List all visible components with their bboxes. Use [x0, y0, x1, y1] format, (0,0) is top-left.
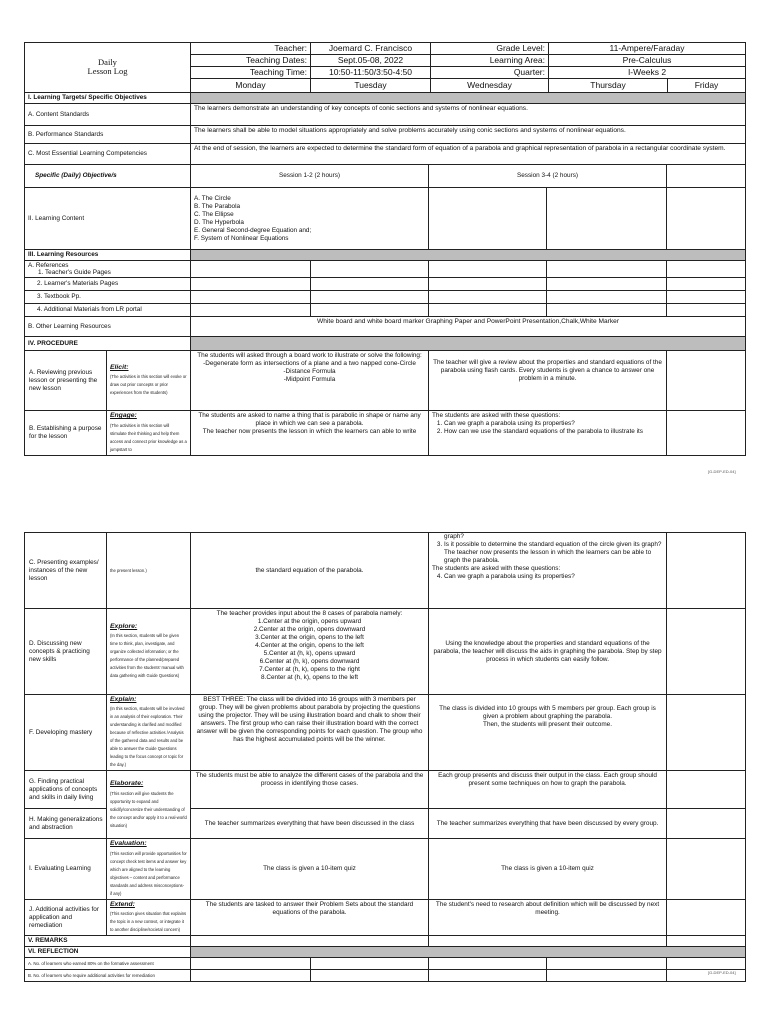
additional-activities-label: J. Additional activities for application and remediation	[25, 899, 107, 935]
day-thursday: Thursday	[549, 78, 668, 92]
objectives-bar	[191, 93, 746, 104]
establishing-wednesday: The students are asked with these questions: 1. Can we graph a parabola using its properties? 2. How can we use the standard equations of the parabola to illustrate its	[429, 411, 667, 455]
additional-wednesday: The student's need to research about definition which will be discussed by next meeting.	[429, 899, 667, 935]
explore-cell	[107, 609, 191, 695]
explore-note: (In this section, students will be given time to think, plan, investigate, and organize collected information; or the performance of the planned/prepared activities from the students' manual with data gathering with Guide Questions)	[110, 633, 184, 679]
quarter-value: I-Weeks 2	[549, 66, 746, 78]
time-value: 10:50-11:50/3:50-4:50	[311, 66, 431, 78]
page-2	[0, 518, 768, 1024]
lesson-log-title: Daily Lesson Log	[25, 43, 191, 93]
applications-wednesday: Each group presents and discuss their output in the class. Each group should present some techniques on how to graph the parabola.	[429, 771, 667, 809]
mastery-monday: BEST THREE: The class will be divided into 16 groups with 3 members per group. They will be given problems about parabola by projecting the questions using the projector. They will be using illustration board and chalk to show their answers. The first group who can raise their illustration board with the correct answer will be given the corresponding points for each question. The group who has the highest accumulated points will be the winner.	[191, 695, 429, 771]
content-standards-text: The learners demonstrate an understanding of key concepts of conic sections and systems of nonlinear equations.	[191, 104, 746, 126]
evaluation-cell	[107, 839, 191, 899]
extend-phase: Extend:	[110, 900, 135, 908]
procedure-bar	[191, 337, 746, 351]
content-standards-label: A. Content Standards	[25, 104, 191, 126]
reviewing-label: A. Reviewing previous lesson or presenting the new lesson	[25, 351, 107, 411]
dates-value: Sept.05-08, 2022	[311, 54, 431, 66]
discussing-wednesday: Using the knowledge about the properties and standard equations of the parabola, the teacher will discuss the aids in graphing the parabola. Step by step process in which students can easily follow.	[429, 609, 667, 695]
time-label: Teaching Time:	[191, 66, 311, 78]
presenting-wednesday: graph? 3. Is it possible to determine the standard equation of the circle given its graph? The teacher now presents the lesson in which the learners can be able to graph the parabola. The students are asked with these questions: 4. Can we graph a parabola using its properties?	[429, 533, 667, 609]
lesson-table-page2	[24, 532, 746, 982]
page-1	[0, 0, 768, 490]
reviewing-monday: The students will asked through a board work to illustrate or solve the following: -Degenerate form as intersections of a plane and a two napped cone-Circle -Distance Formula -Midpoint Formula	[191, 351, 429, 411]
quarter-label: Quarter:	[431, 66, 549, 78]
other-resources-text: White board and white board marker Graphing Paper and PowerPoint Presentation,Chalk,White Marker	[191, 317, 746, 337]
content-item: B. The Parabola	[194, 202, 241, 210]
header-table	[24, 42, 746, 93]
explore-phase: Explore:	[110, 622, 138, 630]
elicit-cell	[107, 351, 191, 411]
evaluation-note: (This section will provide opportunities for concept check test items and answer key which are aligned to the learning objectives – content and performance standards and address misconceptions- if any)	[110, 850, 187, 896]
presenting-note: the present lesson.)	[110, 567, 147, 573]
performance-standards-label: B. Performance Standards	[25, 126, 191, 144]
generalizations-monday: The teacher summarizes everything that have been discussed in the class	[191, 809, 429, 839]
dates-label: Teaching Dates:	[191, 54, 311, 66]
generalizations-wednesday: The teacher summarizes everything that have been discussed by every group.	[429, 809, 667, 839]
references-label: A. References 1. Teacher's Guide Pages	[25, 261, 191, 278]
explain-phase: Explain:	[110, 696, 137, 703]
remarks-label: V. REMARKS	[25, 936, 191, 947]
melc-label: C. Most Essential Learning Competencies	[25, 144, 191, 165]
extend-note: (This section gives situation that explains the topic in a new context, or integrate it to another discipline/societal concern)	[110, 911, 187, 933]
session-1-2: Session 1-2 (2 hours)	[191, 165, 429, 188]
melc-text: At the end of session, the learners are expected to determine the standard form of equation of a parabola and graphical representation of parabola in a rectangular coordinate system.	[191, 144, 746, 165]
lesson-table-page1	[24, 92, 746, 456]
discussing-label: D. Discussing new concepts & practicing new skills	[25, 609, 107, 695]
extend-cell	[107, 899, 191, 935]
evaluating-label: I. Evaluating Learning	[25, 839, 107, 899]
footer-code-2: [G-DEP-ED-04]	[708, 970, 736, 975]
elicit-note: (The activities in this section will evoke or draw out prior concepts or prior experiences from the students)	[110, 374, 187, 396]
reflection-b: B. No. of learners who require additional activities for remediation	[25, 970, 191, 982]
applications-monday: The students must be able to analyze the different cases of the parabola and the process in identifying those cases.	[191, 771, 429, 809]
explain-cell	[107, 695, 191, 771]
teacher-label: Teacher:	[191, 43, 311, 55]
presenting-label: C. Presenting examples/ instances of the new lesson	[25, 533, 107, 609]
objectives-section: I. Learning Targets/ Specific Objectives	[25, 93, 191, 104]
elaborate-note: (This section will give students the opportunity to expand and solidify/concretize their understanding of the concept and/or apply it to a real-world situation)	[110, 790, 187, 828]
mastery-wednesday: The class is divided into 10 groups with 5 members per group. Each group is given a problem about graphing the parabola. Then, the students will present their outcome.	[429, 695, 667, 771]
evaluating-wednesday: The class is given a 10-item quiz	[429, 839, 667, 899]
area-label: Learning Area:	[431, 54, 549, 66]
reflection-bar	[191, 947, 746, 958]
engage-note: (The activities in this section will stimulate their thinking and help them access and connect prior knowledge as a jumpstart to	[110, 422, 187, 452]
presenting-note-cell	[107, 533, 191, 609]
session-3-4: Session 3-4 (2 hours)	[429, 165, 667, 188]
resources-section: III. Learning Resources	[25, 250, 191, 261]
area-value: Pre-Calculus	[549, 54, 746, 66]
reflection-label: VI. REFLECTION	[25, 947, 191, 958]
content-item: C. The Ellipse	[194, 210, 234, 218]
day-wednesday: Wednesday	[431, 78, 549, 92]
presenting-monday: the standard equation of the parabola.	[191, 533, 429, 609]
day-friday: Friday	[668, 78, 746, 92]
evaluation-phase: Evaluation:	[110, 840, 147, 848]
engage-phase: Engage:	[110, 412, 137, 420]
engage-cell	[107, 411, 191, 455]
learning-content-list	[191, 188, 429, 250]
specific-objectives-label: Specific (Daily) Objective/s	[25, 165, 191, 188]
discussing-monday: The teacher provides input about the 8 cases of parabola namely: 1.Center at the origin, opens upward 2.Center at the origin, opens downward 3.Center at the origin, opens to the left 4.Center at the origin, opens to the left 5.Center at (h, k), opens upward 6.Center at (h, k), opens downward 7.Center at (h, k), opens to the right 8.Center at (h, k), opens to the left	[191, 609, 429, 695]
textbook-label: 3. Textbook Pp.	[25, 291, 191, 304]
learners-materials-label: 2. Learner's Materials Pages	[25, 278, 191, 291]
grade-value: 11-Ampere/Faraday	[549, 43, 746, 55]
evaluating-monday: The class is given a 10-item quiz	[191, 839, 429, 899]
mastery-label: F. Developing mastery	[25, 695, 107, 771]
reviewing-wednesday: The teacher will give a review about the properties and standard equations of the parabola using flash cards. Every students is given a chance to answer one problem in a minute.	[429, 351, 667, 411]
content-item: A. The Circle	[194, 194, 231, 202]
procedure-section: IV. PROCEDURE	[25, 337, 191, 351]
content-item: E. General Second-degree Equation and;	[194, 226, 312, 234]
footer-code-1: [G-DEP-ED-04]	[708, 469, 736, 474]
other-resources-label: B. Other Learning Resources	[25, 317, 191, 337]
content-item: D. The Hyperbola	[194, 218, 244, 226]
generalizations-label: H. Making generalizations and abstraction	[25, 809, 107, 839]
elicit-phase: Elicit:	[110, 363, 129, 371]
teacher-value: Joemard C. Francisco	[311, 43, 431, 55]
elaborate-cell	[107, 771, 191, 839]
elaborate-phase: Elaborate:	[110, 780, 144, 788]
applications-label: G. Finding practical applications of concepts and skills in daily living	[25, 771, 107, 809]
friday-objective-cell	[667, 165, 746, 188]
establishing-label: B. Establishing a purpose for the lesson	[25, 411, 107, 455]
establishing-monday: The students are asked to name a thing that is parabolic in shape or name any place in which we can see a parabola. The teacher now presents the lesson in which the learners can able to write	[191, 411, 429, 455]
lr-portal-label: 4. Additional Materials from LR portal	[25, 304, 191, 317]
additional-monday: The students are tasked to answer their Problem Sets about the standard equations of the parabola.	[191, 899, 429, 935]
performance-standards-text: The learners shall be able to model situations appropriately and solve problems accurately using conic sections and systems of nonlinear equations.	[191, 126, 746, 144]
grade-label: Grade Level:	[431, 43, 549, 55]
reflection-a: A. No. of learners who earned 80% on the formative assessment	[25, 958, 191, 970]
content-item: F. System of Nonlinear Equations	[194, 234, 289, 242]
explain-note: (In this section, students will be involved in an analysis of their exploration. Their understanding is clarified and modified because of reflective activities /Analysis of the gathered data and results and be able to answer the Guide Questions leading to the focus concept or topic for the day.)	[110, 706, 185, 768]
learning-content-label: II. Learning Content	[25, 188, 191, 250]
day-tuesday: Tuesday	[311, 78, 431, 92]
resources-bar	[191, 250, 746, 261]
day-monday: Monday	[191, 78, 311, 92]
